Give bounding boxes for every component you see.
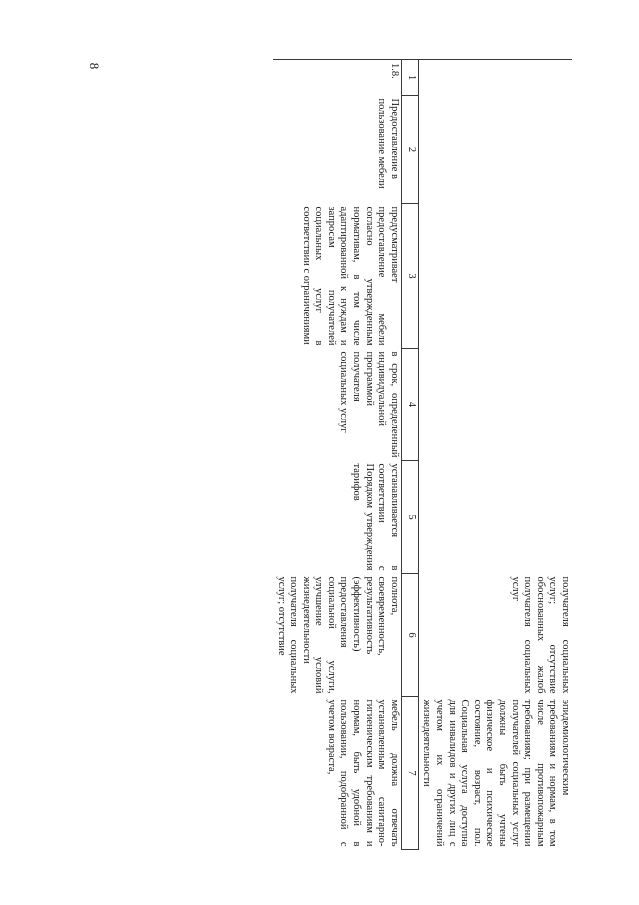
col-number-1: 1	[401, 60, 418, 96]
service-row	[273, 60, 401, 850]
cont-conditions-cell: эпидемиологическим требованиям и нормам, в том числе противопожарным требованиям; при размещении получателей социальных услуг должны быть учтены физическое и психическое состояние, возраст, пол. Социальная услуга доступна для инвалидов и других лиц с учетом их ограничений жизнедеятельности	[421, 699, 571, 847]
continuation-row	[418, 60, 572, 850]
services-table	[273, 59, 572, 850]
row-number-cell: 1.8.	[273, 60, 401, 96]
col-number-7: 7	[401, 697, 418, 850]
cont-cell-2	[418, 96, 572, 204]
column-number-row	[401, 60, 418, 850]
col-number-4: 4	[401, 349, 418, 461]
col-number-5: 5	[401, 461, 418, 574]
cont-cell-5	[418, 461, 572, 574]
cont-indicators-cell: получателя социальных услуг; отсутствие обоснованных жалоб получателя социальных услуг	[509, 576, 571, 694]
service-conditions-cell: мебель должна отвечать установленным санитарно-гигиеническим требованиям и нормам, быть удобной в пользовании, подобранной с учетом возраста,	[325, 699, 400, 847]
col-number-6: 6	[401, 574, 418, 697]
service-name-cell: Предоставление в пользование мебели	[376, 98, 400, 189]
service-rate-cell: устанавливается в соответствии с Порядком утверждения тарифов	[351, 463, 400, 571]
service-indicators-cell: полнота, своевременность, результативность (эффективность) предоставления социальной услуги, улучшение условий жизнедеятельности получателя социальных услуг; отсутствие	[275, 576, 400, 694]
page-number: 8	[87, 62, 102, 70]
service-term-cell: в срок, определенный индивидуальной программой получателя социальных услуг	[338, 351, 400, 458]
col-number-2: 2	[401, 96, 418, 204]
cont-cell-1	[418, 60, 572, 96]
cont-cell-3	[418, 204, 572, 349]
document-sheet	[112, 59, 572, 859]
col-number-3: 3	[401, 204, 418, 349]
cont-cell-4	[418, 349, 572, 461]
service-content-cell: предусматривает предоставление мебели согласно утвержденным нормативам, в том числе адаптированной к нуждам и запросам получателей социальных услуг в соответствии с ограничениями	[300, 206, 400, 346]
